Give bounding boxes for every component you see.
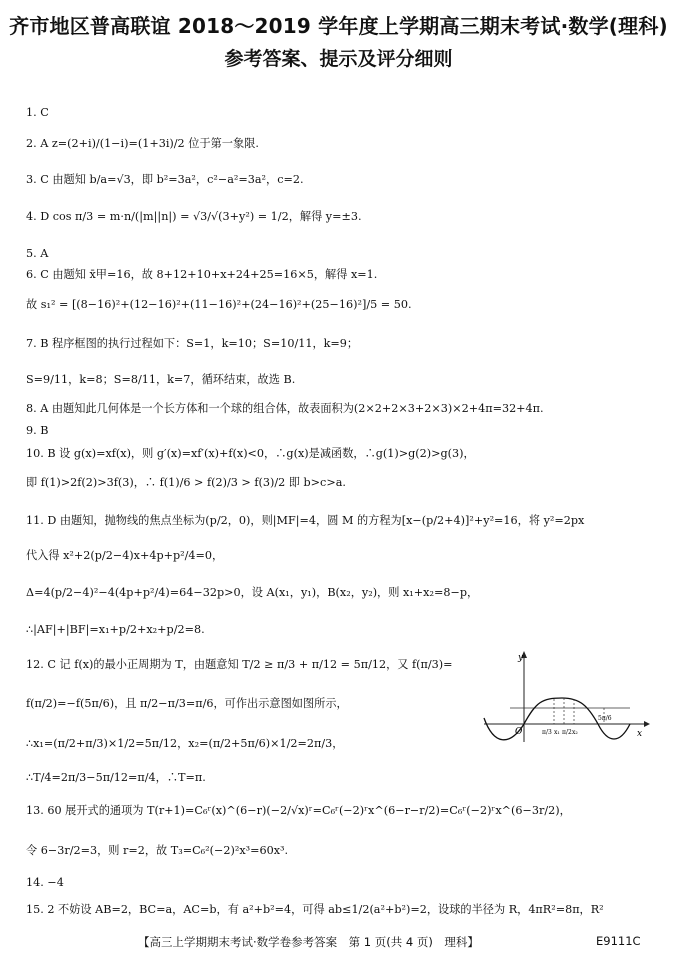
document-code: E9111C: [596, 934, 641, 948]
answer-line: 6. C 由题知 x̄甲=16，故 8+12+10+x+24+25=16×5，解得 x=1.: [26, 268, 378, 281]
tick-label: π/2: [562, 729, 572, 736]
answer-line: ∴|AF|+|BF|=x₁+p/2+x₂+p/2=8.: [26, 623, 205, 636]
answer-line: Δ=4(p/2−4)²−4(4p+p²/4)=64−32p>0，设 A(x₁，y₁)，B(x₂，y₂)，则 x₁+x₂=8−p，: [26, 586, 479, 599]
document-subtitle: 参考答案、提示及评分细则: [224, 48, 453, 70]
answer-line: 8. A 由题知此几何体是一个长方体和一个球的组合体，故表面积为(2×2+2×3+2×3)×2+4π=32+4π.: [26, 402, 544, 415]
tick-label: x₂: [572, 729, 578, 736]
answer-line: 10. B 设 g(x)=xf(x)，则 g′(x)=xf′(x)+f(x)<0，∴g(x)是减函数，∴g(1)>g(2)>g(3)，: [26, 447, 475, 460]
tick-label: π/3: [542, 729, 552, 736]
answer-line: ∴T/4=2π/3−5π/12=π/4，∴T=π.: [26, 771, 206, 784]
x-axis-arrow: [644, 721, 650, 727]
answer-line: 令 6−3r/2=3，则 r=2，故 T₃=C₆²(−2)²x³=60x³.: [26, 844, 289, 857]
answer-line: 13. 60 展开式的通项为 T(r+1)=C₆ʳ(x)^(6−r)(−2/√x)ʳ=C₆ʳ(−2)ʳx^(6−r−r/2)=C₆ʳ(−2)ʳx^(6−3r/2)，: [26, 804, 571, 817]
answer-line: f(π/2)=−f(5π/6)，且 π/2−π/3=π/6，可作出示意图如图所示，: [26, 697, 348, 710]
answer-line: 即 f(1)>2f(2)>3f(3)，∴ f(1)/6 > f(2)/3 > f(3)/2 即 b>c>a.: [26, 476, 346, 489]
y-axis-label: y: [518, 653, 524, 663]
page-footer: 【高三上学期期末考试·数学卷参考答案 第 1 页(共 4 页) 理科】: [138, 935, 479, 949]
answer-line: 14. −4: [26, 876, 64, 889]
answer-line: 12. C 记 f(x)的最小正周期为 T，由题意知 T/2 ≥ π/3 + π/12 = 5π/12，又 f(π/3)=: [26, 658, 453, 671]
answer-line: 9. B: [26, 424, 49, 437]
answer-line: 故 s₁² = [(8−16)²+(12−16)²+(11−16)²+(24−16)²+(25−16)²]/5 = 50.: [26, 298, 412, 311]
answer-line: ∴x₁=(π/2+π/3)×1/2=5π/12，x₂=(π/2+5π/6)×1/2=2π/3，: [26, 737, 344, 750]
answer-line: S=9/11，k=8；S=8/11，k=7，循环结束，故选 B.: [26, 373, 296, 386]
answer-line: 4. D cos π/3 = m·n/(|m||n|) = √3/√(3+y²) = 1/2，解得 y=±3.: [26, 210, 362, 223]
answer-line: 5. A: [26, 247, 49, 260]
origin-label: O: [515, 727, 523, 737]
document-title: 齐市地区普高联谊 2018～2019 学年度上学期高三期末考试·数学(理科): [9, 14, 668, 38]
answer-line: 3. C 由题知 b/a=√3，即 b²=3a²，c²−a²=3a²，c=2.: [26, 173, 304, 186]
answer-line: 11. D 由题知，抛物线的焦点坐标为(p/2，0)，则|MF|=4，圆 M 的方程为[x−(p/2+4)]²+y²=16，将 y²=2px: [26, 514, 585, 527]
answer-line: 7. B 程序框图的执行过程如下：S=1，k=10；S=10/11，k=9；: [26, 337, 359, 350]
answer-line: 1. C: [26, 106, 49, 119]
tick-label: 5π/6: [598, 715, 612, 722]
answer-line: 2. A z=(2+i)/(1−i)=(1+3i)/2 位于第一象限.: [26, 137, 259, 150]
answer-line: 15. 2 不妨设 AB=2，BC=a，AC=b，有 a²+b²=4，可得 ab≤1/2(a²+b²)=2，设球的半径为 R，4πR²=8π，R²: [26, 903, 604, 916]
tick-label: x₁: [554, 729, 560, 736]
sine-sketch-figure: [480, 648, 650, 744]
x-axis-label: x: [637, 729, 643, 739]
answer-line: 代入得 x²+2(p/2−4)x+4p+p²/4=0，: [26, 549, 224, 562]
